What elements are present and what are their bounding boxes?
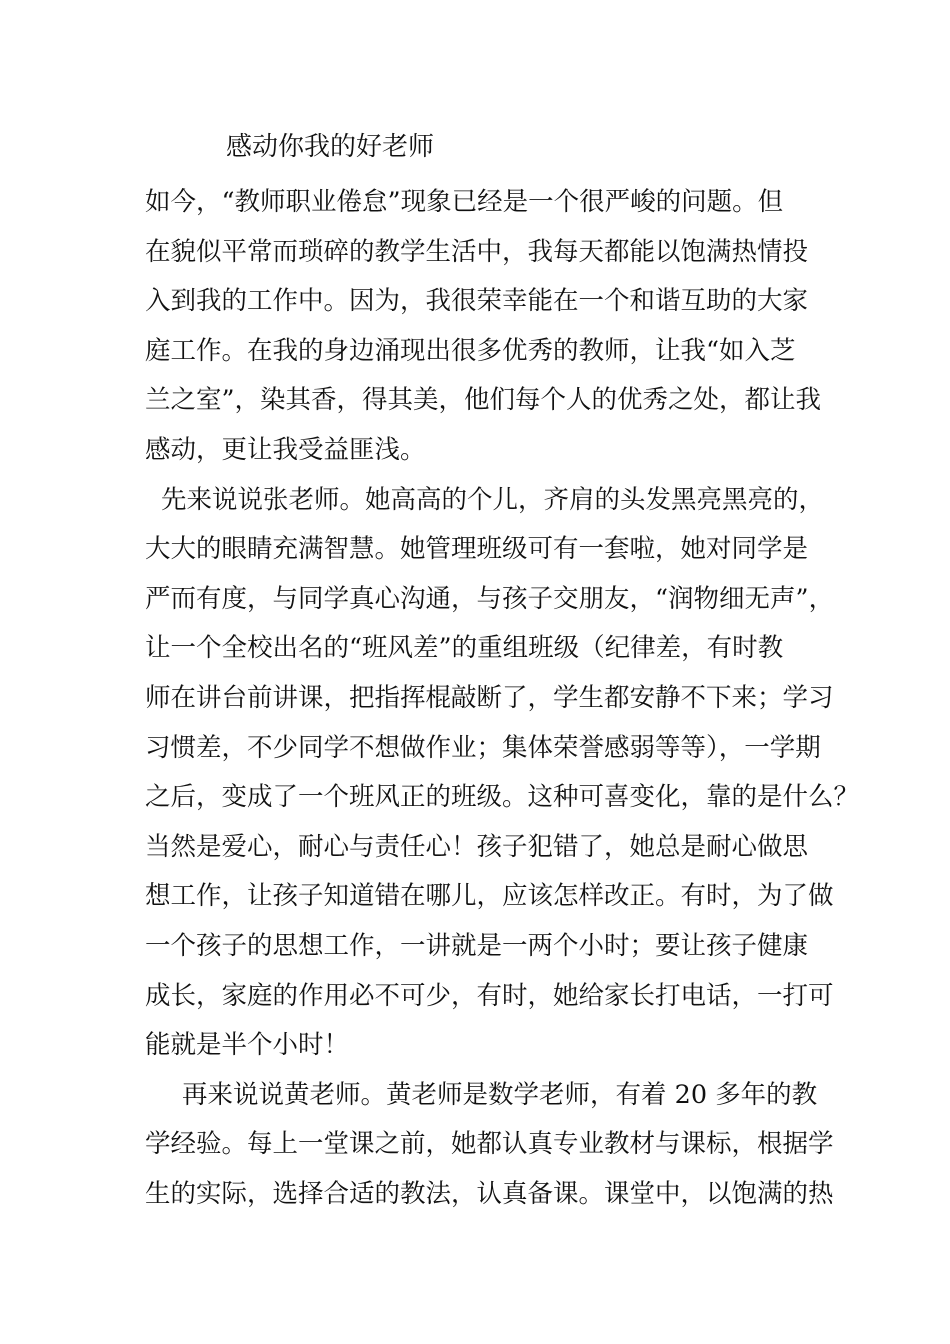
text-line: 之后，变成了一个班风正的班级。这种可喜变化，靠的是什么？	[145, 782, 860, 813]
text-line: 学经验。每上一堂课之前，她都认真专业教材与课标，根据学	[145, 1129, 834, 1160]
text-line: 生的实际，选择合适的教法，认真备课。课堂中，以饱满的热	[145, 1178, 834, 1209]
paragraph-intro	[145, 178, 835, 476]
text-line: 在貌似平常而琐碎的教学生活中，我每天都能以饱满热情投	[145, 236, 809, 267]
text-line: 当然是爱心，耐心与责任心！孩子犯错了，她总是耐心做思	[145, 831, 809, 862]
text-line: 严而有度，与同学真心沟通，与孩子交朋友，“润物细无声”，	[145, 583, 835, 614]
text-line: 能就是半个小时！	[145, 1030, 350, 1061]
text-line: 先来说说张老师。她高高的个儿，齐肩的头发黑亮黑亮的，	[161, 484, 825, 515]
document-title: 感动你我的好老师	[226, 132, 435, 162]
text-line: 让一个全校出名的“班风差”的重组班级（纪律差，有时教	[145, 633, 784, 664]
text-line: 如今，“教师职业倦怠”现象已经是一个很严峻的问题。但	[145, 187, 784, 217]
text-line: 成长，家庭的作用必不可少，有时，她给家长打电话，一打可	[145, 980, 834, 1011]
document-body	[145, 178, 860, 1219]
paragraph-teacher-huang	[145, 1071, 835, 1220]
text-line: 大大的眼睛充满智慧。她管理班级可有一套啦，她对同学是	[145, 534, 809, 565]
text-line: 兰之室”，染其香，得其美，他们每个人的优秀之处，都让我	[145, 385, 822, 416]
text-line: 入到我的工作中。因为，我很荣幸能在一个和谐互助的大家	[145, 286, 809, 317]
text-line: 再来说说黄老师。黄老师是数学老师，有着 20 多年的教	[182, 1079, 818, 1110]
text-line: 一个孩子的思想工作，一讲就是一两个小时；要让孩子健康	[145, 930, 809, 961]
text-line: 庭工作。在我的身边涌现出很多优秀的教师，让我“如入芝	[145, 335, 796, 366]
text-line: 想工作，让孩子知道错在哪儿，应该怎样改正。有时，为了做	[145, 881, 834, 912]
text-line: 师在讲台前讲课，把指挥棍敲断了，学生都安静不下来；学习	[145, 682, 834, 713]
text-line: 习惯差，不少同学不想做作业；集体荣誉感弱等等），一学期	[145, 732, 821, 763]
paragraph-teacher-zhang	[145, 476, 860, 1071]
text-line: 感动，更让我受益匪浅。	[145, 434, 426, 465]
